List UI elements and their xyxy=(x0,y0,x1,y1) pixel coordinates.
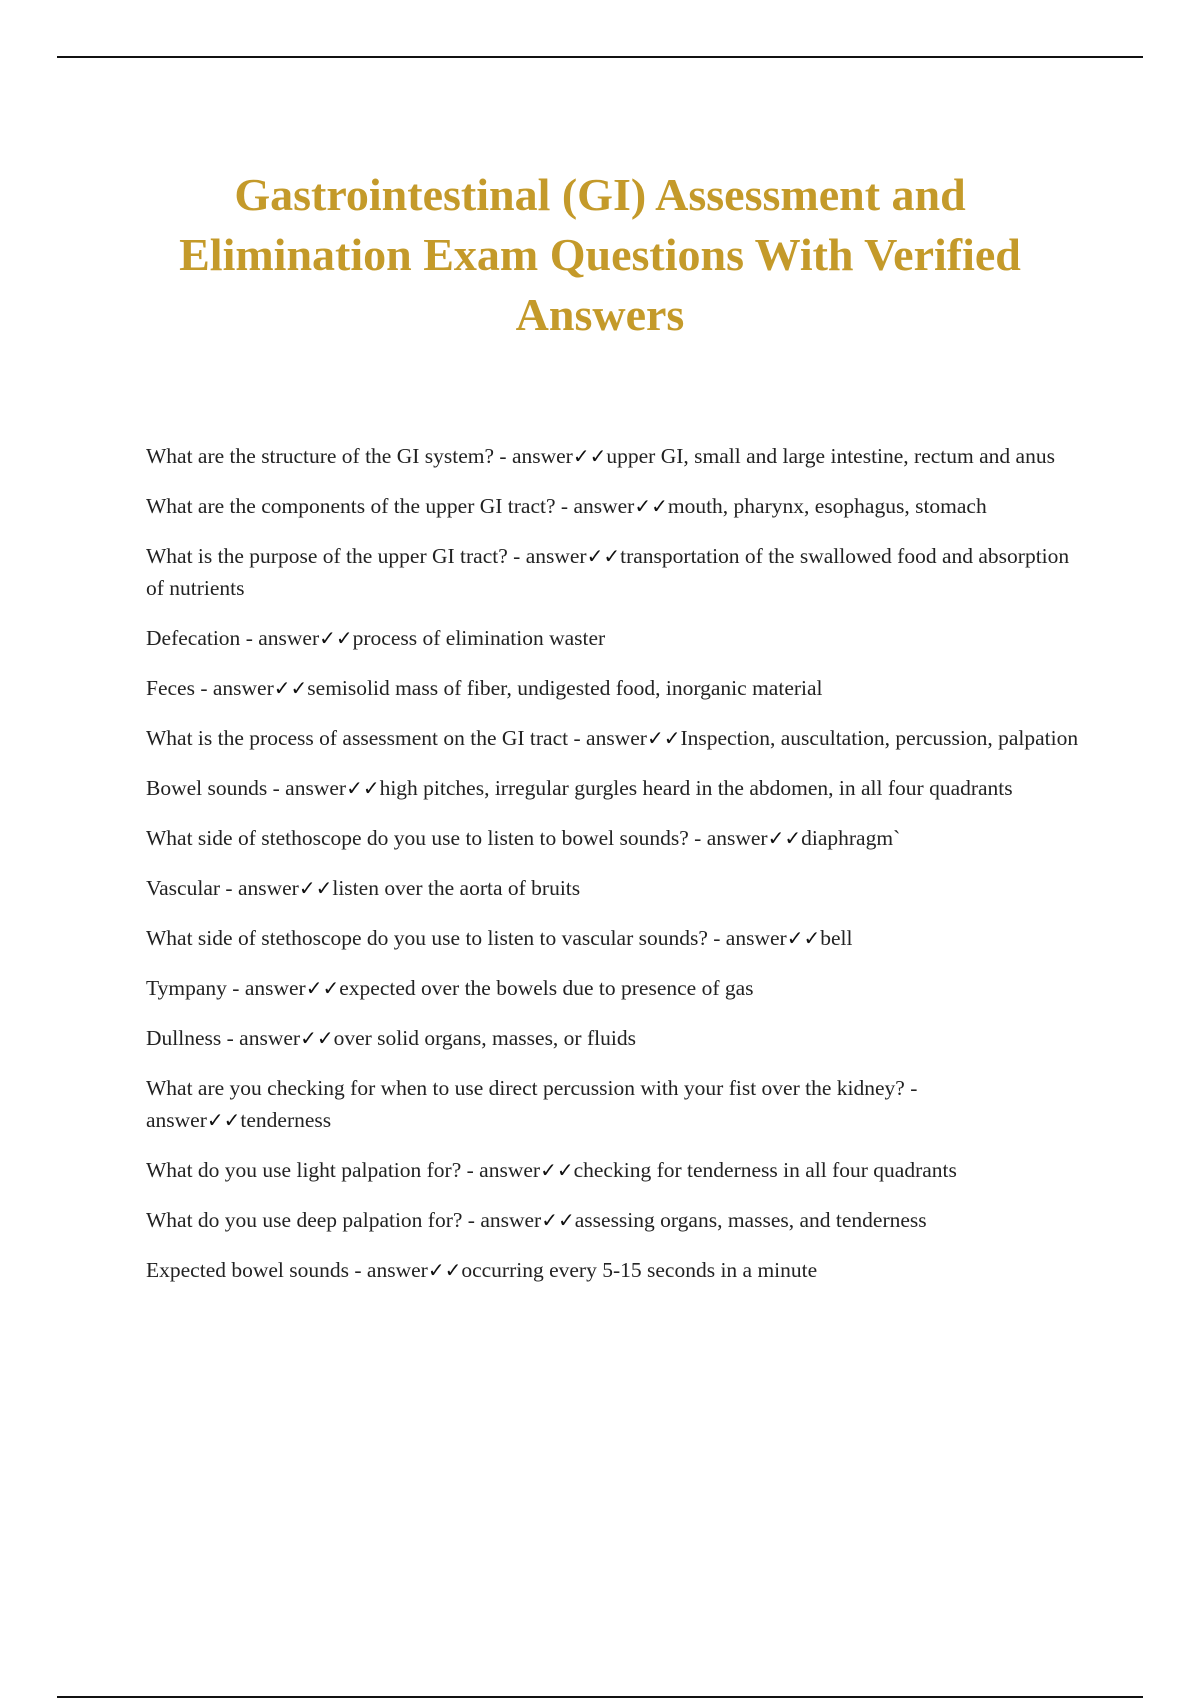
question: What side of stethoscope do you use to listen to bowel sounds? xyxy=(146,826,689,850)
qa-item xyxy=(146,722,1086,754)
qa-item xyxy=(146,1204,1086,1236)
answer-separator: - answer xyxy=(221,1026,301,1050)
question: What are the structure of the GI system? xyxy=(146,444,495,468)
answer-separator: - answer xyxy=(707,926,787,950)
qa-item xyxy=(146,1254,1086,1286)
question: What are you checking for when to use direct percussion with your fist over the kidney? xyxy=(146,1076,905,1100)
bottom-rule xyxy=(57,1696,1143,1698)
answer-separator: - answer xyxy=(494,444,573,468)
top-rule xyxy=(57,56,1143,58)
answer-separator: - answer xyxy=(226,976,306,1000)
qa-item xyxy=(146,772,1086,804)
answer: upper GI, small and large intestine, rectum and anus xyxy=(606,444,1055,468)
qa-item xyxy=(146,822,1086,854)
qa-item xyxy=(146,1022,1086,1054)
question: What side of stethoscope do you use to listen to vascular sounds? xyxy=(146,926,708,950)
answer-separator: - answer xyxy=(555,494,635,518)
answer-separator: - answer xyxy=(461,1158,541,1182)
answer: Inspection, auscultation, percussion, palpation xyxy=(680,726,1079,750)
document-title: Gastrointestinal (GI) Assessment and Elimination Exam Questions With Verified Answers xyxy=(179,169,1021,340)
answer: mouth, pharynx, esophagus, stomach xyxy=(667,494,987,518)
question: Expected bowel sounds xyxy=(146,1258,350,1282)
question: What do you use deep palpation for? xyxy=(146,1208,463,1232)
question: Defecation xyxy=(146,626,241,650)
answer-separator: - answer xyxy=(194,676,274,700)
qa-item xyxy=(146,672,1086,704)
checkmark-icon: ✓✓ xyxy=(305,976,340,1000)
question: Bowel sounds xyxy=(146,776,268,800)
checkmark-icon: ✓✓ xyxy=(646,726,681,750)
question: What is the purpose of the upper GI tract? xyxy=(146,544,508,568)
answer-separator: - answer xyxy=(146,1076,918,1132)
question: Feces xyxy=(146,676,195,700)
answer: listen over the aorta of bruits xyxy=(332,876,581,900)
checkmark-icon: ✓✓ xyxy=(572,444,607,468)
answer-separator: - answer xyxy=(507,544,587,568)
answer: bell xyxy=(820,926,853,950)
checkmark-icon: ✓✓ xyxy=(586,544,621,568)
checkmark-icon: ✓✓ xyxy=(346,776,380,800)
question: Vascular xyxy=(146,876,221,900)
checkmark-icon: ✓✓ xyxy=(206,1108,241,1132)
answer: assessing organs, masses, and tenderness xyxy=(574,1208,927,1232)
answer: checking for tenderness in all four quadrants xyxy=(573,1158,957,1182)
qa-item xyxy=(146,622,1086,654)
answer-separator: - answer xyxy=(462,1208,542,1232)
checkmark-icon: ✓✓ xyxy=(427,1258,462,1282)
checkmark-icon: ✓✓ xyxy=(541,1208,575,1232)
answer: semisolid mass of fiber, undigested food, inorganic material xyxy=(307,676,823,700)
checkmark-icon: ✓✓ xyxy=(298,876,333,900)
qa-item xyxy=(146,540,1086,604)
qa-item xyxy=(146,972,1086,1004)
checkmark-icon: ✓✓ xyxy=(319,626,353,650)
answer-separator: - answer xyxy=(220,876,299,900)
answer-separator: - answer xyxy=(568,726,647,750)
checkmark-icon: ✓✓ xyxy=(300,1026,334,1050)
question: What is the process of assessment on the GI tract xyxy=(146,726,569,750)
answer: transportation of the swallowed food and absorption of nutrients xyxy=(146,544,1070,600)
question: What do you use light palpation for? xyxy=(146,1158,462,1182)
qa-item xyxy=(146,872,1086,904)
answer-separator: - answer xyxy=(349,1258,428,1282)
answer-separator: - answer xyxy=(267,776,347,800)
answer: occurring every 5-15 seconds in a minute xyxy=(461,1258,818,1282)
checkmark-icon: ✓✓ xyxy=(767,826,802,850)
checkmark-icon: ✓✓ xyxy=(273,676,308,700)
answer: over solid organs, masses, or fluids xyxy=(333,1026,636,1050)
qa-item xyxy=(146,922,1086,954)
checkmark-icon: ✓✓ xyxy=(634,494,668,518)
question: What are the components of the upper GI tract? xyxy=(146,494,556,518)
answer: process of elimination waster xyxy=(352,626,606,650)
checkmark-icon: ✓✓ xyxy=(540,1158,574,1182)
qa-list xyxy=(146,440,1086,1304)
answer-separator: - answer xyxy=(240,626,320,650)
answer: high pitches, irregular gurgles heard in the abdomen, in all four quadrants xyxy=(379,776,1013,800)
qa-item xyxy=(146,1072,1086,1136)
question: Dullness xyxy=(146,1026,222,1050)
answer: diaphragm` xyxy=(801,826,901,850)
checkmark-icon: ✓✓ xyxy=(786,926,821,950)
qa-item xyxy=(146,440,1086,472)
answer-separator: - answer xyxy=(688,826,768,850)
qa-item xyxy=(146,490,1086,522)
qa-item xyxy=(146,1154,1086,1186)
question: Tympany xyxy=(146,976,227,1000)
answer: tenderness xyxy=(240,1108,332,1132)
answer: expected over the bowels due to presence of gas xyxy=(339,976,754,1000)
